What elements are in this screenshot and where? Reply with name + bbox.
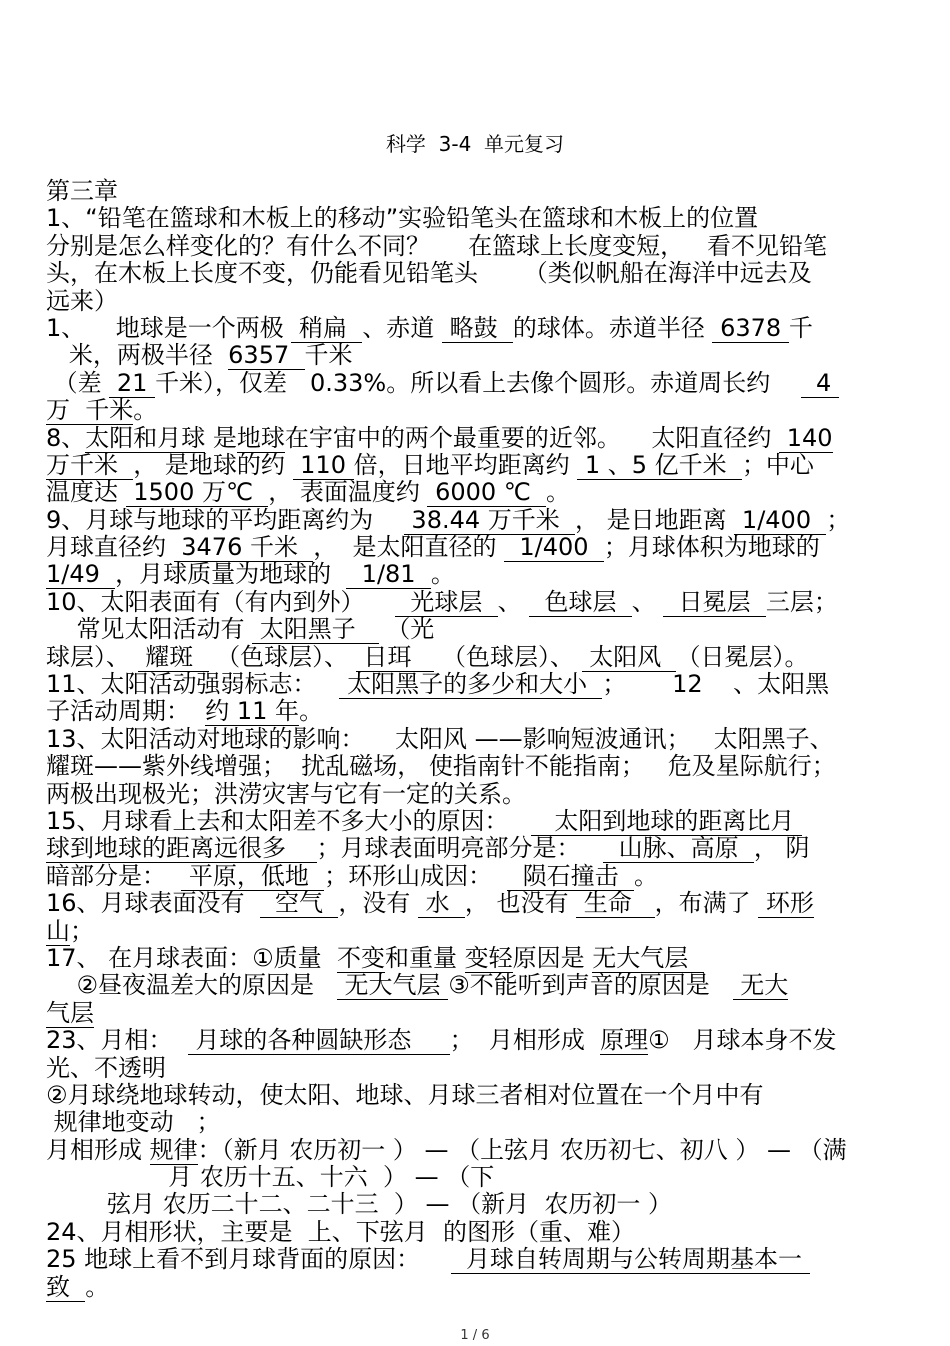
text-line [46, 1137, 906, 1164]
text-segment: 倍，日地平均距离约 [353, 450, 578, 479]
text-segment: ， 阴 [753, 834, 810, 863]
text-segment: 暗部分是： [46, 861, 182, 890]
underlined-answer: 太阳到地球的距离比月 [531, 806, 802, 835]
underlined-answer: 生命 [576, 889, 655, 918]
text-segment: 光、不透明 [46, 1053, 166, 1082]
text-segment: ；中心 [741, 450, 814, 479]
text-segment: 8、 [46, 423, 86, 452]
underlined-answer: 光球层 [395, 587, 498, 616]
text-line [46, 616, 906, 643]
text-line [46, 644, 906, 671]
text-line [46, 671, 906, 698]
underlined-answer: 月球的各种圆缺形态 [187, 1026, 450, 1055]
text-segment: ，没有 [338, 889, 418, 918]
document-body [46, 178, 906, 1301]
underlined-answer: 色球层 [529, 587, 632, 616]
text-segment: ；月球体积为地球的 [603, 533, 820, 562]
text-line [46, 726, 906, 753]
underlined-answer: 日冕层 [663, 587, 766, 616]
underlined-answer: 无大 [732, 971, 789, 1000]
text-line [46, 1191, 906, 1218]
text-segment: 弦月 农历二十二、二十三 ） — （新月 农历初一 ） [46, 1190, 673, 1219]
text-segment: 1、 地球是一个两极 [46, 313, 292, 342]
text-segment: ； 12 、太阳黑 [602, 670, 830, 699]
text-line [46, 260, 906, 287]
text-line [46, 1274, 906, 1301]
underlined-answer: 变轻 [464, 943, 513, 972]
text-segment: ②月球绕地球转动，使太阳、地球、月球三者相对位置在一个月中有 [46, 1080, 764, 1109]
text-segment: 子活动周期： [46, 697, 206, 726]
underlined-answer: 日珥 [355, 642, 435, 671]
text-segment: ， 表面温度约 [268, 478, 428, 507]
text-segment: ， 是地球的约 [133, 450, 293, 479]
text-segment: 的球体。赤道半径 [512, 313, 713, 342]
text-segment: ：（新月 农历初一 ） — （上弦月 农历初七、初八 ） — （满 [197, 1135, 847, 1164]
text-segment: 25 地球上看不到月球背面的原因： [46, 1245, 451, 1274]
underlined-answer: 3476 千米 [173, 533, 314, 562]
underlined-answer: 6357 [228, 341, 305, 370]
text-segment: ；月球表面明亮部分是： [316, 834, 604, 863]
underlined-answer: 1/400 [504, 533, 604, 562]
underlined-answer: 1/400 [734, 505, 827, 534]
text-segment: 千米 [304, 341, 353, 370]
text-line [46, 1164, 906, 1191]
underlined-answer: 气层 [46, 998, 94, 1027]
underlined-answer: 太阳黑子 [252, 615, 379, 644]
underlined-answer: 月球自转周期与公转周期基本一 [450, 1245, 810, 1274]
text-segment: 是 [205, 423, 237, 452]
text-segment: ① 月球本身不发 [648, 1026, 837, 1055]
text-segment: （日冕层）。 [676, 642, 809, 671]
text-segment: ； [70, 916, 94, 945]
text-segment: 。 [133, 396, 158, 425]
text-line [46, 890, 906, 917]
text-line [46, 1000, 906, 1027]
underlined-answer: 山脉、高原 [603, 834, 754, 863]
text-segment: 、赤道 [362, 313, 442, 342]
underlined-answer: 环形 [758, 889, 814, 918]
text-line [46, 397, 906, 424]
underlined-answer: 4 [800, 368, 839, 397]
page-title: 科学 3-4 单元复习 [385, 132, 565, 156]
text-segment: 9、月球与地球的平均距离约为 [46, 505, 404, 534]
underlined-answer: 无大气层 [336, 971, 449, 1000]
underlined-answer: 原理 [600, 1026, 649, 1055]
text-line [46, 370, 906, 397]
text-segment: 月相形成 [46, 1135, 150, 1164]
text-segment: 。 [85, 1272, 110, 1301]
text-segment: 24、月相形状，主要是 上、下弦月 的图形（重、难） [46, 1217, 636, 1246]
underlined-answer: 太阳风 [581, 642, 677, 671]
text-line [46, 534, 906, 561]
text-segment: 球层）、 [46, 642, 138, 671]
text-segment: ， 是日地距离 [575, 505, 735, 534]
underlined-answer: 陨石撞击 [507, 861, 634, 890]
text-segment: 月 农历十五、十六 ） — （下 [46, 1163, 495, 1192]
text-segment: ；环形山成因： [324, 861, 508, 890]
underlined-answer: 1500 万℃ [125, 478, 269, 507]
underlined-answer: 致 [46, 1272, 86, 1301]
underlined-answer: 不变 [336, 943, 385, 972]
text-line [46, 698, 906, 725]
text-segment: 千 [788, 313, 813, 342]
underlined-answer: 6378 [712, 313, 789, 342]
text-segment: ， 也没有 [464, 889, 577, 918]
underlined-answer: 稍扁 [291, 313, 363, 342]
text-segment: 温度达 [46, 478, 126, 507]
text-segment: ，布满了 [654, 889, 759, 918]
text-line [46, 288, 906, 315]
text-line [46, 1082, 906, 1109]
text-segment: 。 [299, 697, 324, 726]
underlined-answer: 无大气层 [592, 943, 704, 972]
text-line [46, 315, 906, 342]
text-line [46, 1027, 906, 1054]
text-line [46, 1109, 906, 1136]
text-segment: 月球直径约 [46, 533, 174, 562]
text-line [46, 972, 906, 999]
text-segment: ③不能听到声音的原因是 [448, 971, 733, 1000]
text-segment: 在宇宙中的两个最重要的近邻。 太阳直径约 [284, 423, 780, 452]
text-line [46, 945, 906, 972]
underlined-answer: 太阳黑子的多少和大小 [339, 670, 603, 699]
underlined-answer: 空气 [259, 889, 339, 918]
text-segment: 远来） [46, 286, 118, 315]
text-segment: 米，两极半径 [46, 341, 229, 370]
text-line [46, 561, 906, 588]
underlined-answer: 规律 [149, 1135, 198, 1164]
underlined-answer: 水 [417, 889, 465, 918]
text-segment: （差 [46, 368, 110, 397]
underlined-answer: 21 [109, 368, 156, 397]
text-segment: 10、太阳表面有（有内到外） [46, 587, 396, 616]
text-segment: 原因是 [512, 943, 593, 972]
text-segment: 11、太阳活动强弱标志： [46, 670, 340, 699]
text-segment: 两极出现极光；洪涝灾害与它有一定的关系。 [46, 779, 526, 808]
text-line [46, 452, 906, 479]
text-segment: 13、太阳活动对地球的影响： 太阳风 ——影响短波通讯； 太阳黑子、 [46, 724, 834, 753]
text-segment: （色球层）、 [208, 642, 356, 671]
text-segment: ， 是太阳直径的 [313, 533, 505, 562]
text-line [46, 507, 906, 534]
text-line [46, 233, 906, 260]
underlined-answer: 万千米 [46, 450, 134, 479]
text-segment: 17、 在月球表面：①质量 [46, 943, 337, 972]
underlined-answer: 万 千米 [46, 396, 134, 425]
text-segment: 16、月球表面没有 [46, 889, 260, 918]
text-segment: 、 [631, 587, 664, 616]
underlined-answer: 1 、5 亿千米 [577, 450, 742, 479]
underlined-answer: 山 [46, 916, 70, 945]
underlined-answer: 地球 [236, 423, 285, 452]
text-segment: 分别是怎么样变化的？有什么不同？ 在篮球上长度变短， 看不见铅笔 [46, 231, 828, 260]
text-segment: 、 [497, 587, 530, 616]
text-segment: 耀斑——紫外线增强； 扰乱磁场， 使指南针不能指南； 危及星际航行； [46, 752, 836, 781]
underlined-answer: 140 [779, 423, 833, 452]
text-segment: 。 [430, 560, 455, 589]
text-segment: 第三章 [46, 177, 118, 205]
text-line [46, 835, 906, 862]
text-segment: ； 月相形成 [449, 1026, 601, 1055]
text-segment: ②昼夜温差大的原因是 [46, 971, 337, 1000]
text-segment: 。 [633, 861, 658, 890]
text-segment: 三层； [765, 587, 838, 616]
text-line [46, 1055, 906, 1082]
underlined-answer: 110 [292, 450, 354, 479]
text-line [46, 205, 906, 232]
text-line [46, 589, 906, 616]
text-line [46, 918, 906, 945]
underlined-answer: 6000 ℃ [427, 478, 546, 507]
text-line [46, 808, 906, 835]
text-segment: ； [826, 505, 851, 534]
text-segment: 头，在木板上长度不变，仍能看见铅笔头 （类似帆船在海洋中远去及 [46, 259, 812, 288]
text-segment: 。 [546, 478, 570, 507]
text-segment: ，月球质量为地球的 [115, 560, 347, 589]
text-line [46, 342, 906, 369]
text-line [46, 178, 906, 205]
underlined-answer: 38.44 万千米 [403, 505, 576, 534]
text-segment: 1、“铅笔在篮球和木板上的移动”实验铅笔头在篮球和木板上的位置 [46, 204, 759, 233]
text-segment: （色球层）、 [434, 642, 582, 671]
text-line [46, 1219, 906, 1246]
text-line [46, 479, 906, 506]
text-segment: （光 [378, 615, 435, 644]
text-segment: 千米），仅差 0.33%。所以看上去像个圆形。赤道周长约 [155, 368, 801, 397]
underlined-answer: 球到地球的距离远很多 [46, 834, 317, 863]
text-line [46, 863, 906, 890]
text-line [46, 781, 906, 808]
text-segment: 15、月球看上去和太阳差不多大小的原因： [46, 806, 532, 835]
text-line [46, 753, 906, 780]
text-segment: 和重量 [384, 943, 465, 972]
underlined-answer: 耀斑 [137, 642, 209, 671]
underlined-answer: 略鼓 [441, 313, 513, 342]
page-number: 1 / 6 [460, 1328, 490, 1343]
underlined-answer: 1/49 [46, 560, 116, 589]
text-line [46, 425, 906, 452]
text-segment: 23、月相： [46, 1026, 188, 1055]
text-segment: 常见太阳活动有 [46, 615, 253, 644]
text-line [46, 1246, 906, 1273]
underlined-answer: 平原，低地 [181, 861, 325, 890]
underlined-answer: 太阳和月球 [85, 423, 206, 452]
text-segment: 规律地变动 ； [46, 1108, 221, 1137]
underlined-answer: 约 11 年 [205, 697, 300, 726]
underlined-answer: 1/81 [346, 560, 431, 589]
